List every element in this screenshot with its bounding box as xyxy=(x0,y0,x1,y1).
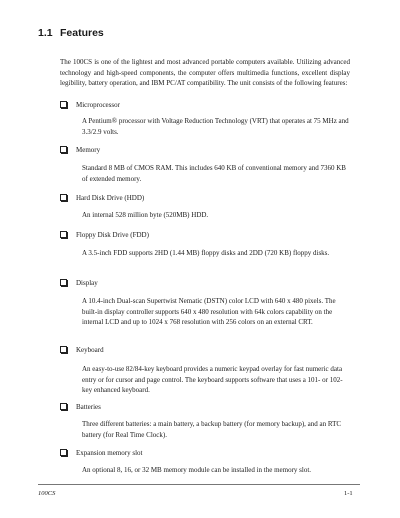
feature-title-expansion-memory: Expansion memory slot xyxy=(60,448,143,458)
checkbox-bullet-icon xyxy=(60,346,67,353)
section-heading xyxy=(38,27,104,39)
checkbox-bullet-icon xyxy=(60,449,67,456)
section-title: Features xyxy=(60,27,104,39)
feature-title-microprocessor: Microprocessor xyxy=(60,100,120,110)
checkbox-bullet-icon xyxy=(60,403,67,410)
feature-title-keyboard: Keyboard xyxy=(60,345,104,355)
intro-paragraph: The 100CS is one of the lightest and most advanced portable computers available. Utilizing advanced technology and high-speed components, the computer offers multimedia functions, excellent display legibility, battery operation, and IBM PC/AT compatibility. The unit consists of the following features: xyxy=(60,58,350,88)
feature-desc-hdd: An internal 528 million byte (520MB) HDD. xyxy=(82,211,209,219)
section-number: 1.1 xyxy=(38,27,53,39)
footer-model: 100CS xyxy=(38,490,56,497)
feature-desc-memory: Standard 8 MB of CMOS RAM. This includes 640 KB of conventional memory and 7360 KB of extended memory. xyxy=(82,164,346,183)
checkbox-bullet-icon xyxy=(60,279,67,286)
feature-title-memory: Memory xyxy=(60,145,100,155)
checkbox-bullet-icon xyxy=(60,146,67,153)
feature-desc-keyboard: An easy-to-use 82/84-key keyboard provides a numeric keypad overlay for fast numeric data entry or for cursor and page control. The keyboard supports software that uses a 101- or 102-key enhanced keyboard. xyxy=(82,365,343,395)
checkbox-bullet-icon xyxy=(60,231,67,238)
feature-title-hdd: Hard Disk Drive (HDD) xyxy=(60,193,144,203)
footer-rule xyxy=(38,484,360,485)
feature-desc-fdd: A 3.5-inch FDD supports 2HD (1.44 MB) floppy disks and 2DD (720 KB) floppy disks. xyxy=(82,249,330,257)
feature-desc-expansion-memory: An optional 8, 16, or 32 MB memory module can be installed in the memory slot. xyxy=(82,466,312,474)
page-number: 1-1 xyxy=(344,490,353,497)
feature-title-batteries: Batteries xyxy=(60,402,101,412)
checkbox-bullet-icon xyxy=(60,194,67,201)
feature-desc-batteries: Three different batteries: a main battery, a backup battery (for memory backup), and an RTC battery (for Real Time Clock). xyxy=(82,420,342,439)
feature-title-fdd: Floppy Disk Drive (FDD) xyxy=(60,230,149,240)
feature-desc-microprocessor: A Pentium® processor with Voltage Reduction Technology (VRT) that operates at 75 MHz and 3.3/2.9 volts. xyxy=(82,117,349,136)
feature-title-display: Display xyxy=(60,278,98,288)
checkbox-bullet-icon xyxy=(60,101,67,108)
feature-desc-display: A 10.4-inch Dual-scan Supertwist Nematic (DSTN) color LCD with 640 x 480 pixels. The built-in display controller supports 640 x 480 resolution with 64k colors capability on the internal LCD and up to 1024 x 768 resolution with 256 colors on an external CRT. xyxy=(82,297,336,327)
